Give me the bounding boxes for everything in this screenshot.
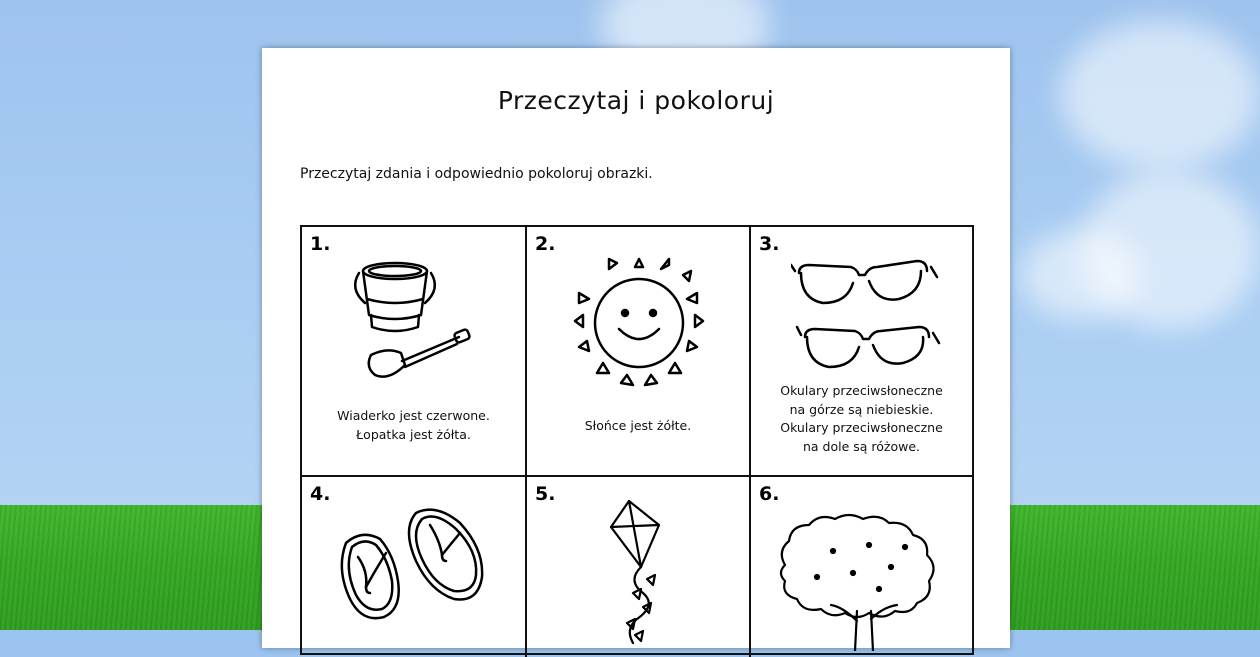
card-number: 4. — [310, 483, 331, 505]
caption-line: Okulary przeciwsłoneczne — [780, 420, 943, 435]
card-number: 6. — [759, 483, 780, 505]
tree-icon — [773, 511, 953, 651]
card-caption — [302, 407, 525, 444]
sun-icon — [569, 255, 709, 391]
card-number: 3. — [759, 233, 780, 255]
card-2 — [527, 227, 751, 477]
cloud — [1020, 230, 1140, 320]
worksheet-page — [262, 48, 1010, 648]
caption-line: na dole są różowe. — [802, 438, 921, 454]
caption-line: Słońce jest żółte. — [584, 418, 692, 433]
flip-flops-icon — [332, 499, 502, 639]
card-number: 5. — [535, 483, 556, 505]
kite-icon — [597, 497, 687, 657]
card-caption — [751, 382, 972, 456]
worksheet-instruction: Przeczytaj zdania i odpowiednio pokoloruj obrazki. — [300, 166, 653, 182]
caption-line: Łopatka jest żółta. — [356, 426, 471, 442]
worksheet-title: Przeczytaj i pokoloruj — [497, 86, 775, 115]
card-number: 2. — [535, 233, 556, 255]
card-3 — [751, 227, 972, 477]
card-5 — [527, 477, 751, 657]
caption-line: Wiaderko jest czerwone. — [337, 408, 490, 423]
card-6 — [751, 477, 972, 657]
sunglasses-icon — [791, 247, 941, 375]
bucket-and-spade-icon — [347, 249, 477, 384]
card-1 — [302, 227, 527, 477]
card-caption — [527, 417, 749, 436]
picture-grid — [300, 225, 974, 655]
card-4 — [302, 477, 527, 657]
caption-line: na górze są niebieskie. — [789, 401, 934, 417]
card-number: 1. — [310, 233, 331, 255]
cloud — [1060, 20, 1260, 170]
caption-line: Okulary przeciwsłoneczne — [780, 383, 943, 398]
